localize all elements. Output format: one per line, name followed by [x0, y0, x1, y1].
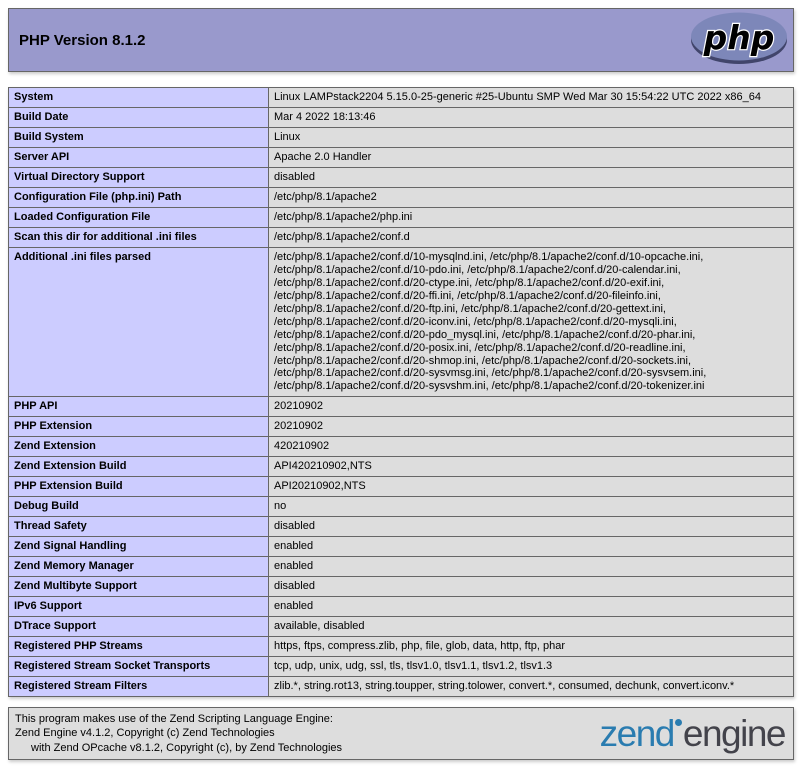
row-label: PHP Extension [9, 417, 269, 437]
row-label: Registered Stream Socket Transports [9, 657, 269, 677]
table-row [9, 147, 794, 167]
row-value: /etc/php/8.1/apache2/php.ini [269, 207, 794, 227]
zend-license-text [15, 712, 342, 755]
row-label: Additional .ini files parsed [9, 247, 269, 397]
row-label: Configuration File (php.ini) Path [9, 187, 269, 207]
table-row [9, 107, 794, 127]
row-value: Apache 2.0 Handler [269, 147, 794, 167]
row-label: Zend Memory Manager [9, 557, 269, 577]
zend-text-line: Zend Engine v4.1.2, Copyright (c) Zend Technologies [15, 727, 275, 740]
table-row [9, 577, 794, 597]
info-table-body [9, 88, 794, 697]
zend-footer [8, 707, 794, 760]
table-row [9, 397, 794, 417]
table-row [9, 127, 794, 147]
row-value: API20210902,NTS [269, 477, 794, 497]
row-label: Debug Build [9, 497, 269, 517]
row-value: disabled [269, 517, 794, 537]
row-value: 20210902 [269, 397, 794, 417]
php-logo-link[interactable] [688, 10, 790, 71]
row-value: Mar 4 2022 18:13:46 [269, 107, 794, 127]
row-label: Registered PHP Streams [9, 637, 269, 657]
table-row [9, 247, 794, 397]
row-label: Zend Multibyte Support [9, 577, 269, 597]
table-row [9, 417, 794, 437]
row-label: Thread Safety [9, 517, 269, 537]
row-label: PHP Extension Build [9, 477, 269, 497]
row-value: disabled [269, 577, 794, 597]
row-label: Zend Signal Handling [9, 537, 269, 557]
row-value: 420210902 [269, 437, 794, 457]
zend-logo-zend-text: zend [599, 712, 674, 754]
row-value: disabled [269, 167, 794, 187]
table-row [9, 657, 794, 677]
page-title: PHP Version 8.1.2 [19, 31, 146, 49]
row-label: DTrace Support [9, 617, 269, 637]
zend-text-line: with Zend OPcache v8.1.2, Copyright (c), by Zend Technologies [31, 741, 343, 754]
row-label: Server API [9, 147, 269, 167]
table-row [9, 557, 794, 577]
row-value: /etc/php/8.1/apache2/conf.d [269, 227, 794, 247]
row-value: API420210902,NTS [269, 457, 794, 477]
row-label: Build Date [9, 107, 269, 127]
row-label: PHP API [9, 397, 269, 417]
row-value: Linux LAMPstack2204 5.15.0-25-generic #25-Ubuntu SMP Wed Mar 30 15:54:22 UTC 2022 x86_64 [269, 88, 794, 108]
table-row [9, 207, 794, 227]
table-row [9, 167, 794, 187]
table-row [9, 187, 794, 207]
row-label: Build System [9, 127, 269, 147]
zend-registered-dot-icon [675, 719, 682, 726]
row-label: Scan this dir for additional .ini files [9, 227, 269, 247]
table-row [9, 477, 794, 497]
row-value: /etc/php/8.1/apache2 [269, 187, 794, 207]
zend-text-line: This program makes use of the Zend Scripting Language Engine: [15, 712, 333, 725]
table-row [9, 497, 794, 517]
table-row [9, 437, 794, 457]
row-label: Virtual Directory Support [9, 167, 269, 187]
table-row [9, 88, 794, 108]
table-row [9, 676, 794, 696]
row-label: Zend Extension Build [9, 457, 269, 477]
row-value: enabled [269, 537, 794, 557]
row-value: /etc/php/8.1/apache2/conf.d/10-mysqlnd.ini, /etc/php/8.1/apache2/conf.d/10-opcache.ini, /etc/php/8.1/apache2/conf.d/10-pdo.ini, /etc/php/8.1/apache2/conf.d/20-calendar.ini, /etc/php/8.1/apache2/conf.d/20-ctype.ini, /etc/php/8.1/apache2/conf.d/20-exif.ini, /etc/php/8.1/apache2/conf.d/20-ffi.ini, /etc/php/8.1/apache2/conf.d/20-fileinfo.ini, /etc/php/8.1/apache2/conf.d/20-ftp.ini, /etc/php/8.1/apache2/conf.d/20-gettext.ini, /etc/php/8.1/apache2/conf.d/20-iconv.ini, /etc/php/8.1/apache2/conf.d/20-mysqli.ini, /etc/php/8.1/apache2/conf.d/20-pdo_mysql.ini, /etc/php/8.1/apache2/conf.d/20-phar.ini, /etc/php/8.1/apache2/conf.d/20-posix.ini, /etc/php/8.1/apache2/conf.d/20-readline.ini, /etc/php/8.1/apache2/conf.d/20-shmop.ini, /etc/php/8.1/apache2/conf.d/20-sockets.ini, /etc/php/8.1/apache2/conf.d/20-sysvmsg.ini, /etc/php/8.1/apache2/conf.d/20-sysvsem.ini, /etc/php/8.1/apache2/conf.d/20-sysvshm.ini, /etc/php/8.1/apache2/conf.d/20-tokenizer.ini [269, 247, 794, 397]
row-value: tcp, udp, unix, udg, ssl, tls, tlsv1.0, tlsv1.1, tlsv1.2, tlsv1.3 [269, 657, 794, 677]
php-header-bar [8, 8, 794, 72]
row-value: https, ftps, compress.zlib, php, file, glob, data, http, ftp, phar [269, 637, 794, 657]
zend-engine-logo-link[interactable] [599, 712, 785, 754]
row-label: Zend Extension [9, 437, 269, 457]
table-row [9, 617, 794, 637]
table-row [9, 227, 794, 247]
row-value: 20210902 [269, 417, 794, 437]
row-value: enabled [269, 597, 794, 617]
row-value: Linux [269, 127, 794, 147]
zend-logo-engine-text: engine [682, 712, 785, 754]
row-value: enabled [269, 557, 794, 577]
row-label: System [9, 88, 269, 108]
svg-text:php: php [703, 17, 775, 57]
table-row [9, 637, 794, 657]
table-row [9, 457, 794, 477]
php-info-table [8, 87, 794, 697]
table-row [9, 537, 794, 557]
row-label: Loaded Configuration File [9, 207, 269, 227]
row-value: available, disabled [269, 617, 794, 637]
table-row [9, 597, 794, 617]
row-label: IPv6 Support [9, 597, 269, 617]
row-label: Registered Stream Filters [9, 676, 269, 696]
row-value: zlib.*, string.rot13, string.toupper, string.tolower, convert.*, consumed, dechunk, convert.iconv.* [269, 676, 794, 696]
table-row [9, 517, 794, 537]
php-logo-icon [688, 10, 790, 66]
row-value: no [269, 497, 794, 517]
